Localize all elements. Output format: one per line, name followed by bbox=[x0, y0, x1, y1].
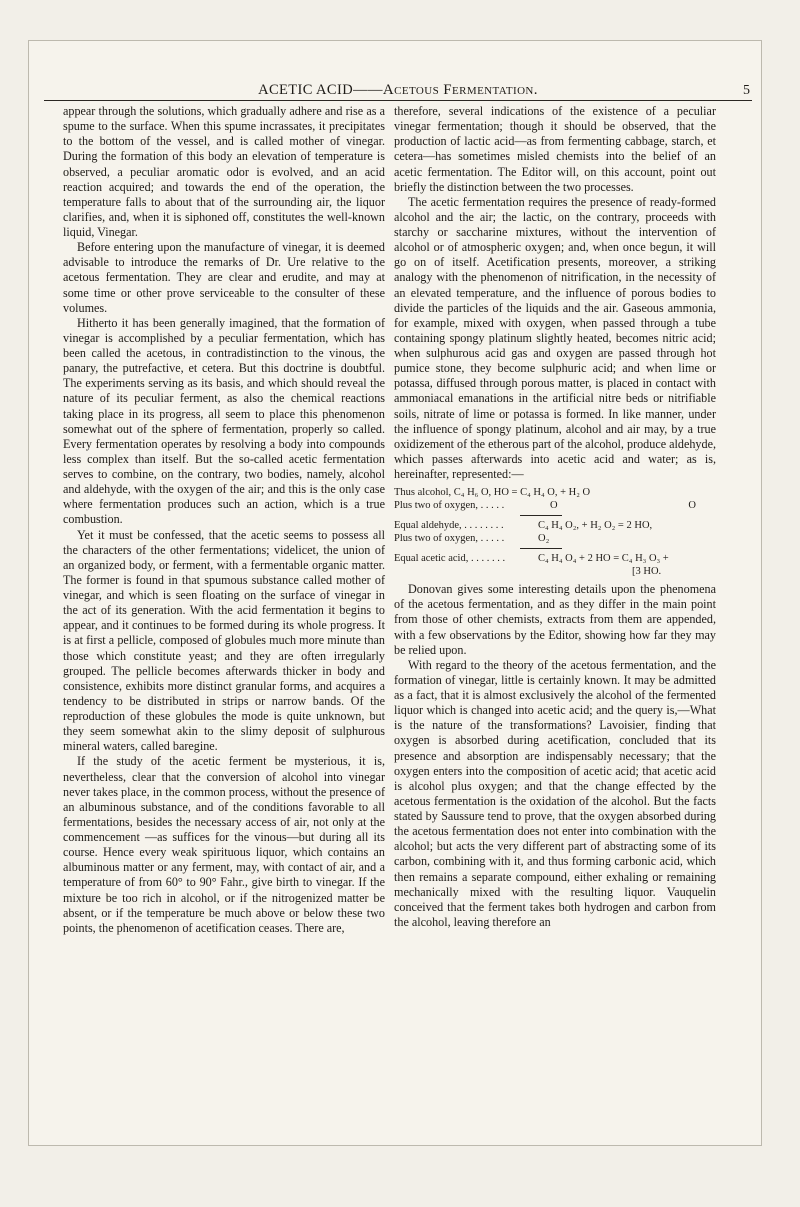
formula-row bbox=[394, 499, 716, 512]
right-column bbox=[394, 104, 716, 930]
formula-value: O bbox=[688, 500, 696, 512]
paragraph: Yet it must be confessed, that the acetic seems to possess all the characters of the other fermentations; videlicet, the union of an organized body, or ferment, with a fermentable organic matter. The former is found in that spumous substance called mother of vinegar, and which is seen floating on the surface of vinegar in the act of its generation. With the acid fermentation it begins to appear, and it continues to be formed during its whole progress. It is at first a pellicle, composed of globules much more minute than those which constitute yeast; and they are often irregularly grouped. The pellicle becomes afterwards thicker in body and consistence, exhibits more distinct granular forms, and acquires a tendency to be distributed in strips or narrow bands. Of the reproduction of these globules the mode is quite unknown, but they seem somewhat akin to the slimy deposit of sulphurous mineral waters, called baregine. bbox=[63, 527, 385, 754]
chemical-formula-block bbox=[394, 486, 716, 578]
formula-label: Equal aldehyde, . . . . . . . . bbox=[394, 520, 504, 532]
paragraph: therefore, several indications of the existence of a peculiar vinegar fermentation; though it should be observed, that the production of lactic acid—as from fermenting cabbage, starch, et cetera—has sometimes misled chemists into the belief of an acetic fermentation. The Editor will, on this account, point out briefly the distinction between the two processes. bbox=[394, 104, 716, 194]
running-title bbox=[44, 82, 752, 99]
formula-label: Plus two of oxygen, . . . . . bbox=[394, 500, 505, 512]
formula-value: [3 HO. bbox=[632, 566, 662, 578]
formula-row bbox=[394, 519, 716, 532]
formula-row bbox=[394, 486, 716, 499]
paragraph: With regard to the theory of the acetous fermentation, and the formation of vinegar, little is certainly known. It may be admitted as a fact, that it is almost exclusively the alcohol of the fermented liquor which is changed into acetic acid; and the query is,—What is the nature of the transformations? Lavoisier, finding that oxygen is absorbed during acetification, concluded that its presence and absorption are indispensably necessary; that the oxygen enters into the composition of acetic acid; that acetic acid is alcohol plus oxygen; and that the change effected by the acetous fermentation is the oxidation of the alcohol. But the facts stated by Saussure tend to prove, that the oxygen absorbed during the acetous fermentation does not enter into combination with the alcohol; but acts the very different part of abstracting some of its carbon, combining with it, and thus forming carbonic acid, which then remains a separate compound, either exhaling or remaining mechanically mixed with the resulting liquor. Vauquelin conceived that the ferment takes both hydrogen and carbon from the alcohol, leaving therefore an bbox=[394, 657, 716, 929]
formula-row bbox=[394, 565, 716, 578]
formula-value: O₂ bbox=[538, 533, 550, 545]
paragraph: appear through the solutions, which gradually adhere and rise as a spume to the surface. When this spume incrassates, it precipitates to the bottom of the vessel, and is called mother of vinegar. During the formation of this body an elevation of temperature is observed, a peculiar aromatic odor is evolved, and an acid reaction acquired; and towards the end of the operation, the temperature falls to about that of the surrounding air, the liquor clarifies, and, when it is siphoned off, constitutes the well-known liquid, Vinegar. bbox=[63, 104, 385, 239]
title-acetic-acid: ACETIC ACID bbox=[258, 82, 354, 98]
paragraph: Donovan gives some interesting details upon the phenomena of the acetous fermentation, and as they differ in the main point from those of other chemists, extracts from them are appended, with a few observations by the Editor, showing how far they may be relied upon. bbox=[394, 582, 716, 657]
paragraph: Before entering upon the manufacture of vinegar, it is deemed advisable to introduce the remarks of Dr. Ure relative to the acetous fermentation. They are clear and erudite, and may at some time or other prove serviceable to the consulter of these volumes. bbox=[63, 240, 385, 315]
formula-row bbox=[394, 552, 716, 565]
page-number: 5 bbox=[743, 83, 750, 98]
title-acetous-fermentation: Acetous Fermentation. bbox=[382, 82, 538, 98]
paragraph: The acetic fermentation requires the presence of ready-formed alcohol and the air; the lactic, on the contrary, proceeds with starchy or saccharine mixtures, without the intervention of alcohol or of atmospheric oxygen; and, when once begun, it will go on of itself. Acetification presents, moreover, a striking analogy with the phenomenon of nitrification, in the necessity of an elevated temperature, and the influence of porous bodies to divide the particles of the liquids and the air. Gaseous ammonia, for example, mixed with oxygen, when passed through a tube containing spongy platinum slightly heated, becomes nitric acid; when sulphurous acid gas and oxygen are passed through hot pumice stone, they become sulphuric acid; and when lime or potassa, diffused through porous matter, is placed in contact with ammoniacal emanations in the artificial nitre beds or nitrifiable soils, nitrate of lime or potassa is formed. In like manner, under the influence of spongy platinum, alcohol and air may, by a true oxidizement of the etherous part of the alcohol, produce aldehyde, which passes afterwards into acetic acid and water; as is, hereinafter, represented:— bbox=[394, 194, 716, 481]
left-column bbox=[63, 104, 385, 936]
formula-row bbox=[394, 532, 716, 545]
formula-label: Plus two of oxygen, . . . . . bbox=[394, 533, 505, 545]
formula-value: C₄ H₄ O₄ + 2 HO = C₄ H₃ O₃ + bbox=[538, 553, 669, 565]
title-dash: —— bbox=[353, 82, 383, 98]
formula-label: Equal acetic acid, . . . . . . . bbox=[394, 553, 506, 565]
formula-text: Thus alcohol, C₄ H₆ O, HO = C₄ H₄ O, + H₂ O bbox=[394, 487, 591, 499]
running-header bbox=[44, 52, 752, 101]
formula-value: O bbox=[550, 500, 558, 512]
formula-rule bbox=[520, 548, 562, 549]
paragraph: Hitherto it has been generally imagined, that the formation of vinegar is accomplished by a peculiar fermentation, which has been called the acetous, in contradistinction to the vinous, the panary, the putrefactive, et cetera. But this doctrine is doubtful. The experiments serving as its basis, and which should reveal the nature of its peculiar ferment, as also the chemical reactions taking place in its progress, all seem to place this phenomenon somewhat out of the sphere of fermentation, properly so called. Every fermentation operates by resolving a body into compounds less complex than itself. But the so-called acetic fermentation serves to combine, on the contrary, two bodies, namely, alcohol and aldehyde, with the oxygen of the air; and this is the only case where fermentation produces such an action, which is a true combustion. bbox=[63, 315, 385, 527]
formula-value: C₄ H₄ O₂, + H₂ O₂ = 2 HO, bbox=[538, 520, 653, 532]
paragraph: If the study of the acetic ferment be mysterious, it is, nevertheless, clear that the conversion of alcohol into vinegar never takes place, in the common process, without the presence of an albuminous substance, and of the conditions favorable to all fermentations, besides the necessary access of air, not only at the commencement —as suffices for the vinous—but during all its course. Hence every weak spirituous liquor, which contains an albuminous matter or any ferment, may, with contact of air, and a temperature of from 60° to 90° Fahr., give birth to vinegar. If the mixture be too rich in alcohol, or if the nitrogenized matter be absent, or if the temperature be much above or below these two points, the phenomenon of acetification ceases. There are, bbox=[63, 754, 385, 935]
formula-rule bbox=[520, 515, 562, 516]
